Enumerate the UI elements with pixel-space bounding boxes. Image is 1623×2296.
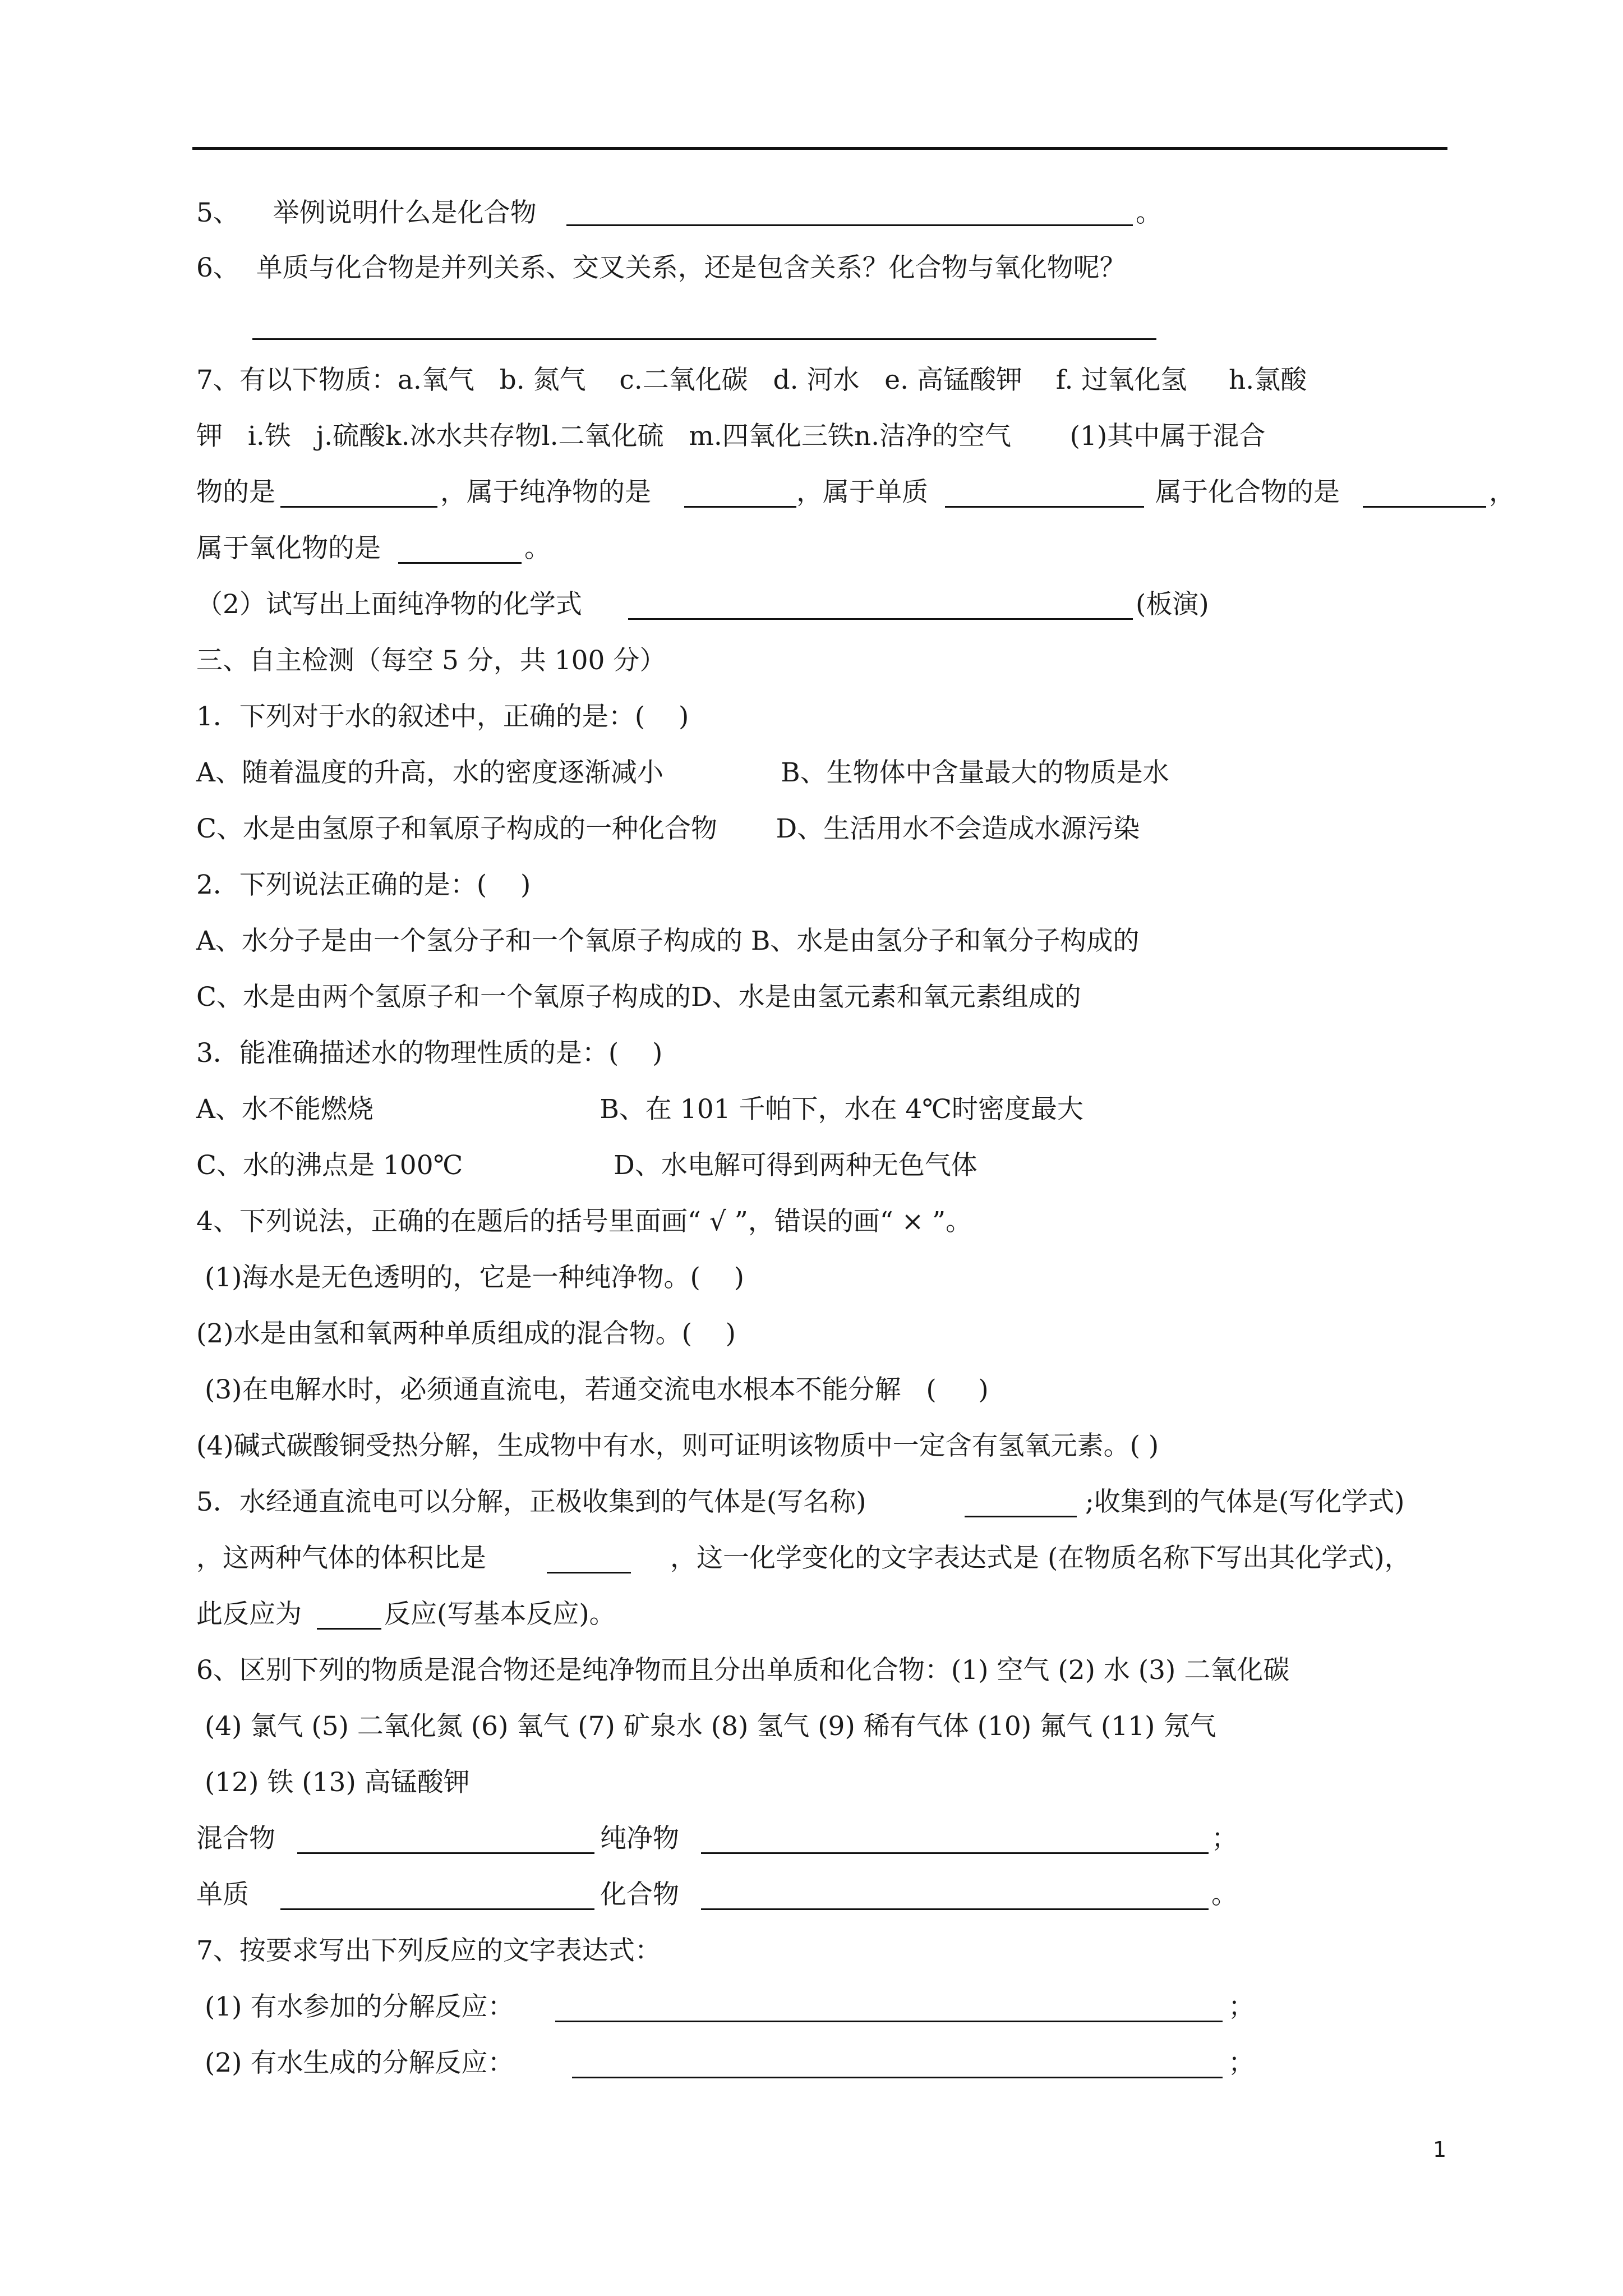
section-heading: 三、自主检测（每空 5 分，共 100 分）	[196, 645, 666, 676]
answer-blank-reaction-2[interactable]	[572, 2077, 1223, 2078]
test-3-options-cd: C、水的沸点是 100℃ D、水电解可得到两种无色气体	[196, 1150, 978, 1181]
answer-blank-element[interactable]	[280, 1908, 594, 1910]
answer-blank-mixture[interactable]	[297, 1852, 594, 1854]
answer-blank-reaction-1[interactable]	[555, 2021, 1223, 2022]
page-number: 1	[1433, 2137, 1447, 2162]
test-6-line2: (4) 氯气 (5) 二氧化氮 (6) 氧气 (7) 矿泉水 (8) 氢气 (9) 稀有气体 (10) 氟气 (11) 氖气	[196, 1711, 1216, 1742]
answer-blank-element[interactable]	[945, 506, 1144, 508]
test-4-item-4: (4)碱式碳酸铜受热分解，生成物中有水，则可证明该物质中一定含有氢氧元素。( )	[196, 1430, 1159, 1461]
punct: ；	[1228, 1991, 1255, 2022]
test-5-text: ，这一化学变化的文字表达式是 (在物质名称下写出其化学式)，	[670, 1543, 1411, 1573]
answer-blank-pure[interactable]	[701, 1852, 1209, 1854]
punct: 。	[1136, 197, 1162, 228]
header-rule	[192, 147, 1447, 150]
test-4-item-2: (2)水是由氢和氧两种单质组成的混合物。( )	[196, 1318, 736, 1349]
question-7-line2: 钾 i.铁 j.硫酸k.冰水共存物l.二氧化硫 m.四氧化三铁n.洁净的空气 (1)其中属于混合	[196, 421, 1266, 452]
test-7-item-2: (2) 有水生成的分解反应：	[196, 2047, 514, 2078]
question-5: 5、 举例说明什么是化合物	[196, 197, 537, 228]
q7-part2: （2）试写出上面纯净物的化学式	[196, 589, 582, 620]
test-5-text: ，这两种气体的体积比是	[196, 1543, 486, 1573]
test-5-text: 此反应为	[196, 1599, 302, 1630]
test-6-line1: 6、区别下列的物质是混合物还是纯净物而且分出单质和化合物：(1) 空气 (2) 水 (3) 二氧化碳	[196, 1655, 1290, 1686]
answer-blank-pure[interactable]	[684, 506, 796, 508]
test-7: 7、按要求写出下列反应的文字表达式：	[196, 1935, 661, 1966]
answer-blank-formula[interactable]	[628, 618, 1133, 620]
punct: 。	[1211, 1879, 1238, 1910]
answer-blank-compound[interactable]	[701, 1908, 1209, 1910]
test-4-item-1: (1)海水是无色透明的，它是一种纯净物。( )	[196, 1262, 744, 1293]
test-1-options-cd: C、水是由氢原子和氧原子构成的一种化合物 D、生活用水不会造成水源污染	[196, 813, 1140, 844]
punct: ；	[1228, 2047, 1255, 2078]
answer-blank[interactable]	[566, 224, 1133, 226]
test-4-item-3: (3)在电解水时，必须通直流电，若通交流电水根本不能分解 ( )	[196, 1374, 989, 1405]
answer-blank-mixture[interactable]	[280, 506, 437, 508]
test-1: 1．下列对于水的叙述中，正确的是：( )	[196, 701, 689, 732]
punct: ；	[1211, 1823, 1238, 1854]
test-5-text: 反应(写基本反应)。	[384, 1599, 616, 1630]
question-7-line1: 7、有以下物质：a.氧气 b. 氮气 c.二氧化碳 d. 河水 e. 高锰酸钾 f. 过氧化氢 h.氯酸	[196, 365, 1307, 395]
test-2-options-cd: C、水是由两个氢原子和一个氧原子构成的D、水是由氢元素和氧元素组成的	[196, 982, 1081, 1013]
q7-text: 属于氧化物的是	[196, 533, 381, 564]
label-compound: 化合物	[600, 1879, 679, 1910]
answer-blank-compound[interactable]	[1363, 506, 1486, 508]
test-2: 2．下列说法正确的是：( )	[196, 869, 531, 900]
test-4: 4、下列说法，正确的在题后的括号里面画“ √ ”，错误的画“ × ”。	[196, 1206, 972, 1237]
label-element: 单质	[196, 1879, 249, 1910]
label-pure: 纯净物	[600, 1823, 679, 1854]
answer-blank[interactable]	[252, 338, 1156, 340]
test-3: 3．能准确描述水的物理性质的是：( )	[196, 1038, 663, 1069]
q7-text: ，属于纯净物的是	[440, 477, 651, 508]
label-mixture: 混合物	[196, 1823, 275, 1854]
q7-text: 物的是	[196, 477, 275, 508]
test-2-options-ab: A、水分子是由一个氢分子和一个氧原子构成的 B、水是由氢分子和氧分子构成的	[196, 926, 1140, 956]
test-6-line3: (12) 铁 (13) 高锰酸钾	[196, 1767, 470, 1798]
answer-blank-reaction-type[interactable]	[317, 1628, 381, 1630]
question-6: 6、 单质与化合物是并列关系、交叉关系，还是包含关系？化合物与氧化物呢？	[196, 252, 1126, 283]
q7-text: ，属于单质	[796, 477, 928, 508]
test-3-options-ab: A、水不能燃烧 B、在 101 千帕下，水在 4℃时密度最大	[196, 1094, 1083, 1125]
answer-blank-ratio[interactable]	[547, 1572, 631, 1573]
test-1-options-ab: A、随着温度的升高，水的密度逐渐减小 B、生物体中含量最大的物质是水	[196, 757, 1169, 788]
test-5-text: ;收集到的气体是(写化学式)	[1085, 1487, 1405, 1517]
q7-part2-suffix: (板演)	[1136, 589, 1209, 620]
answer-blank-gas-name[interactable]	[965, 1516, 1077, 1517]
q7-text: 属于化合物的是	[1155, 477, 1340, 508]
test-5-text: 5．水经通直流电可以分解，正极收集到的气体是(写名称)	[196, 1487, 866, 1517]
punct: ，	[1489, 477, 1515, 508]
answer-blank-oxide[interactable]	[398, 562, 522, 564]
test-7-item-1: (1) 有水参加的分解反应：	[196, 1991, 514, 2022]
punct: 。	[524, 533, 551, 564]
